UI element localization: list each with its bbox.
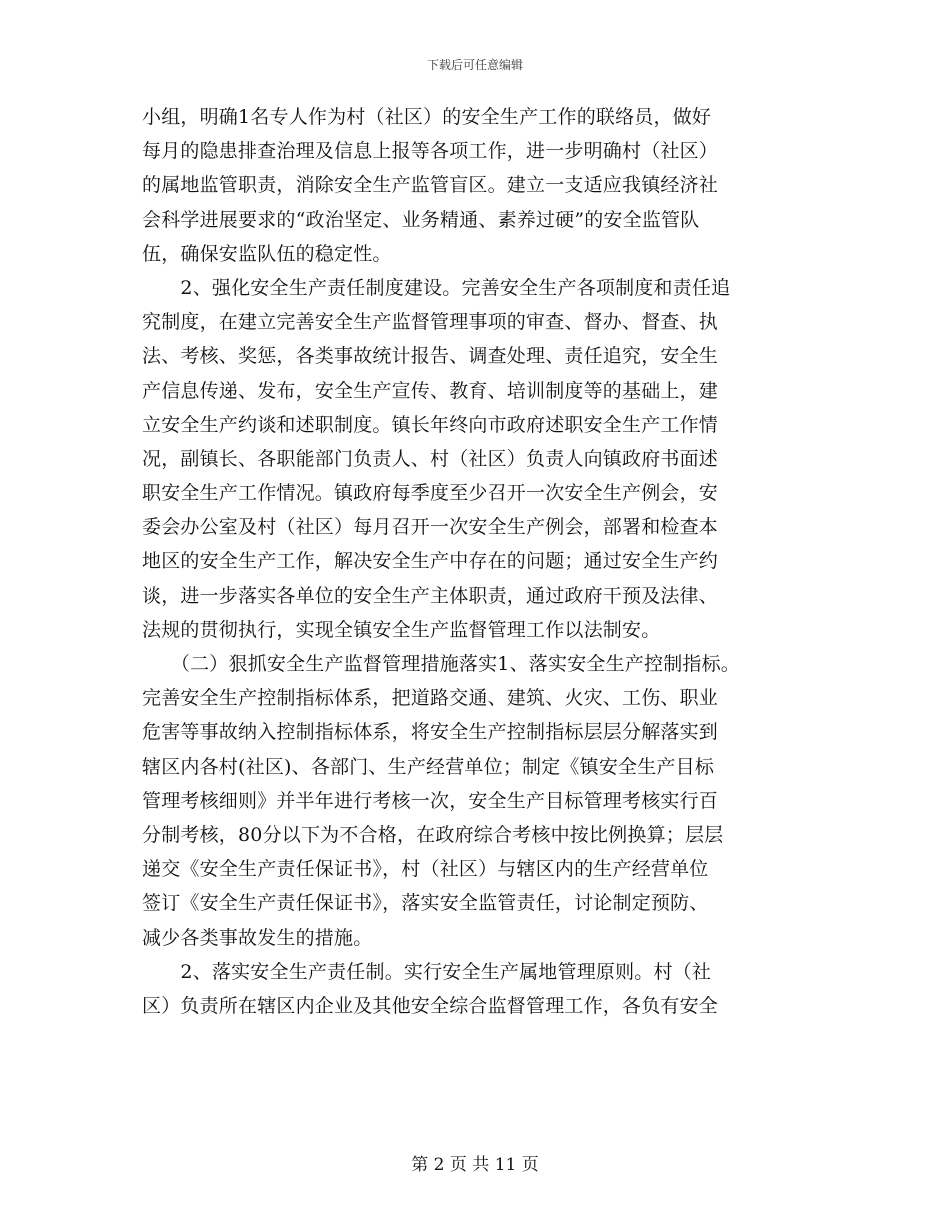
text-line: 究制度，在建立完善安全生产监督管理事项的审查、督办、督查、执 xyxy=(142,311,719,334)
text-line: 每月的隐患排查治理及信息上报等各项工作，进一步明确村（社区） xyxy=(142,140,719,163)
text-line: 完善安全生产控制指标体系，把道路交通、建筑、火灾、工伤、职业 xyxy=(142,687,719,710)
text-line: （二）狠抓安全生产监督管理措施落实1、落实安全生产控制指标。 xyxy=(142,653,740,675)
text-line: 会科学进展要求的“政治坚定、业务精通、素养过硬”的安全监管队 xyxy=(142,208,700,231)
text-line: 区）负责所在辖区内企业及其他安全综合监督管理工作，各负有安全 xyxy=(142,994,719,1017)
text-line: 立安全生产约谈和述职制度。镇长年终向市政府述职安全生产工作情 xyxy=(142,413,719,436)
text-line: 危害等事故纳入控制指标体系，将安全生产控制指标层层分解落实到 xyxy=(142,721,719,744)
text-line: 伍，确保安监队伍的稳定性。 xyxy=(142,242,392,265)
text-line: 管理考核细则》并半年进行考核一次，安全生产目标管理考核实行百 xyxy=(142,789,719,812)
text-line: 职安全生产工作情况。镇政府每季度至少召开一次安全生产例会，安 xyxy=(142,482,719,505)
text-line: 法、考核、奖惩，各类事故统计报告、调查处理、责任追究，安全生 xyxy=(142,345,719,368)
text-line: 分制考核，80分以下为不合格，在政府综合考核中按比例换算；层层 xyxy=(142,823,724,846)
text-line: 的属地监管职责，消除安全生产监管盲区。建立一支适应我镇经济社 xyxy=(142,174,719,197)
text-line: 法规的贯彻执行，实现全镇安全生产监督管理工作以法制安。 xyxy=(142,618,661,641)
text-line: 减少各类事故发生的措施。 xyxy=(142,926,373,949)
text-line: 产信息传递、发布，安全生产宣传、教育、培训制度等的基础上，建 xyxy=(142,379,719,402)
text-line: 2、落实安全生产责任制。实行安全生产属地管理原则。村（社 xyxy=(142,960,712,983)
text-line: 签订《安全生产责任保证书》，落实安全监管责任，讨论制定预防、 xyxy=(142,892,709,915)
page-number-footer: 第 2 页 共 11 页 xyxy=(411,1155,539,1175)
page-header-note: 下载后可任意编辑 xyxy=(426,58,523,72)
document-body xyxy=(142,100,812,1023)
text-line: 小组，明确1名专人作为村（社区）的安全生产工作的联络员，做好 xyxy=(142,106,712,128)
text-line: 2、强化安全生产责任制度建设。完善安全生产各项制度和责任追 xyxy=(142,276,731,299)
text-line: 地区的安全生产工作，解决安全生产中存在的问题；通过安全生产约 xyxy=(142,550,719,573)
text-line: 递交《安全生产责任保证书》，村（社区）与辖区内的生产经营单位 xyxy=(142,858,709,881)
text-line: 谈，进一步落实各单位的安全生产主体职责，通过政府干预及法律、 xyxy=(142,584,719,607)
text-line: 况，副镇长、各职能部门负责人、村（社区）负责人向镇政府书面述 xyxy=(142,447,719,470)
text-line: 辖区内各村(社区)、各部门、生产经营单位；制定《镇安全生产目标 xyxy=(142,755,715,778)
text-line: 委会办公室及村（社区）每月召开一次安全生产例会，部署和检查本 xyxy=(142,516,719,539)
